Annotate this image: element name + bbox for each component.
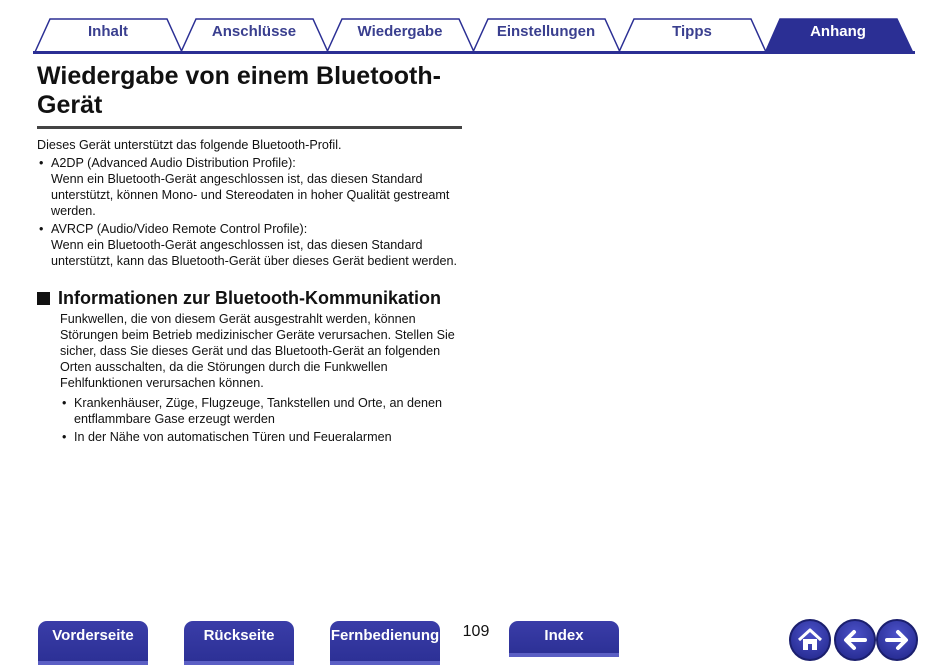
section-paragraph: Funkwellen, die von diesem Gerät ausgestrahlt werden, können Störungen beim Betrieb medizinischer Geräte verursachen. Stellen Sie sicher, dass Sie dieses Gerät und das Bluetooth-Gerät an folgenden Orten ausschalten, da die Störungen durch die Funkwellen Fehlfunktionen verursachen können.: [60, 312, 455, 390]
page-content: [37, 60, 462, 447]
tab-einstellungen[interactable]: Einstellungen: [496, 23, 596, 40]
profile-description: Wenn ein Bluetooth-Gerät angeschlossen ist, das diesen Standard unterstützt, kann das Bluetooth-Gerät über dieses Gerät bedient werden.: [51, 238, 458, 268]
remote-control-button[interactable]: Fernbedienung: [330, 621, 440, 665]
next-page-button[interactable]: [876, 619, 918, 661]
tab-tipps[interactable]: Tipps: [672, 23, 712, 40]
home-icon: [796, 626, 824, 654]
intro-text: Dieses Gerät unterstützt das folgende Bluetooth-Profil.: [37, 138, 342, 152]
list-item: • Krankenhäuser, Züge, Flugzeuge, Tankstellen und Orte, an denen entflammbare Gase erzeugt werden: [60, 395, 462, 427]
tab-inhalt[interactable]: Inhalt: [88, 23, 128, 40]
home-button[interactable]: [789, 619, 831, 661]
page-title-line2: Gerät: [37, 91, 103, 119]
page-title: [37, 60, 462, 129]
section-heading-text: Informationen zur Bluetooth-Kommunikation: [58, 288, 441, 308]
index-button[interactable]: Index: [509, 621, 619, 657]
profile-name: AVRCP (Audio/Video Remote Control Profile):: [51, 222, 308, 236]
list-item: • In der Nähe von automatischen Türen und Feueralarmen: [60, 429, 462, 445]
list-item: [37, 155, 462, 219]
tab-anhang[interactable]: Anhang: [810, 23, 866, 40]
profile-name: A2DP (Advanced Audio Distribution Profile):: [51, 156, 296, 170]
previous-page-button[interactable]: [834, 619, 876, 661]
page-title-line1: Wiedergabe von einem Bluetooth-: [37, 62, 441, 90]
front-page-button[interactable]: Vorderseite: [38, 621, 148, 665]
profile-list: [37, 155, 462, 269]
arrow-left-icon: [841, 626, 869, 654]
places-list: [60, 395, 462, 445]
section-heading: [37, 287, 462, 309]
arrow-right-icon: [883, 626, 911, 654]
list-item: [37, 221, 462, 269]
section-body: [37, 311, 462, 445]
square-bullet-icon: [37, 292, 50, 305]
tab-bar: [0, 0, 950, 60]
tab-wiedergabe[interactable]: Wiedergabe: [357, 23, 443, 40]
back-page-button[interactable]: Rückseite: [184, 621, 294, 665]
profile-description: Wenn ein Bluetooth-Gerät angeschlossen ist, das diesen Standard unterstützt, können Mono- und Stereodaten in hoher Qualität gestreamt werden.: [51, 172, 450, 218]
page-number: 109: [462, 623, 490, 640]
tab-anschluesse[interactable]: Anschlüsse: [211, 23, 297, 40]
